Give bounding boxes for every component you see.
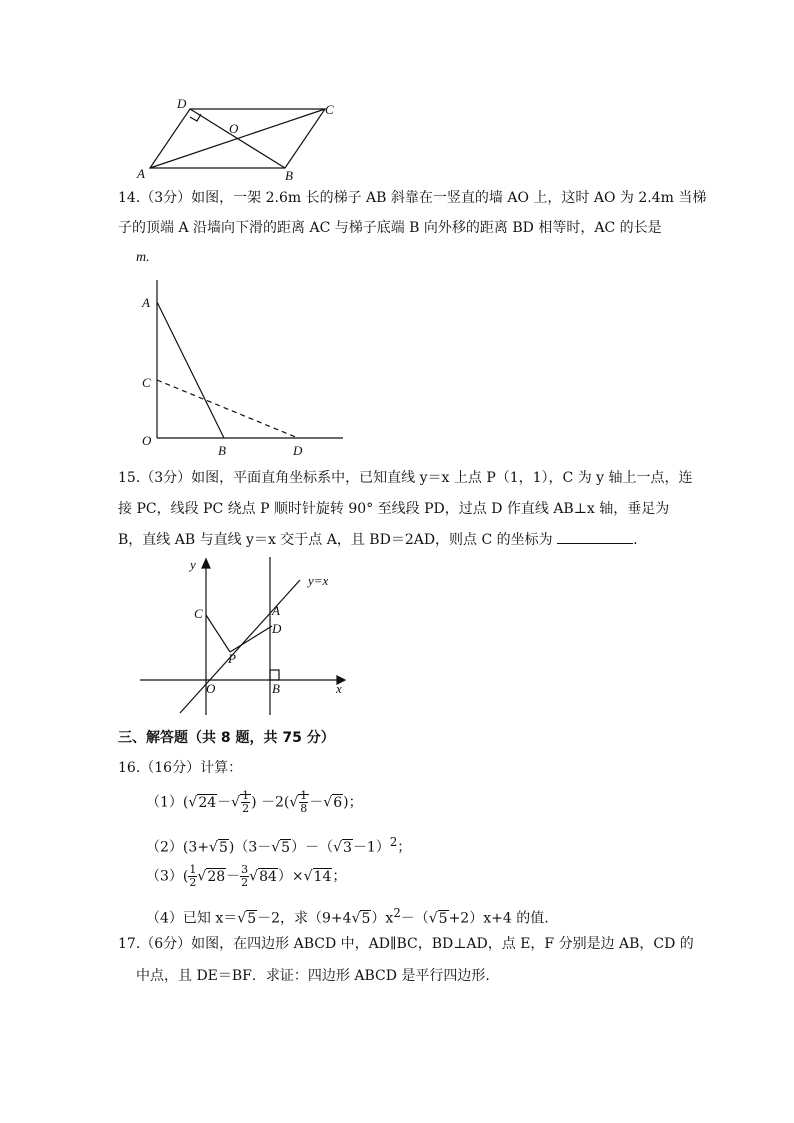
label-x: x	[336, 681, 342, 696]
label-C: C	[194, 606, 203, 621]
diagonal-bd	[190, 109, 285, 168]
label-B: B	[218, 443, 226, 458]
label-B: B	[285, 168, 293, 182]
label-D: D	[272, 621, 282, 636]
right-angle-mark	[270, 670, 279, 680]
segment-pd	[230, 626, 272, 652]
q17-line2: 中点，且 DE＝BF．求证：四边形 ABCD 是平行四边形.	[136, 968, 490, 984]
q15-line3-text: B，直线 AB 与直线 y＝x 交于点 A，且 BD＝2AD，则点 C 的坐标为	[118, 532, 553, 548]
segment-pc	[206, 615, 230, 652]
q16-part4: （4）已知 x＝√5－2，求$(9+4√5)x^2-(√5+2)x+4$ 的值.	[146, 906, 549, 927]
ladder-ab	[157, 302, 224, 438]
label-O: O	[206, 681, 216, 696]
label-O: O	[229, 121, 239, 136]
label-D: D	[177, 96, 187, 111]
label-y-equals-x: y=x	[308, 573, 329, 588]
ladder-cd	[157, 380, 298, 438]
label-A: A	[142, 295, 150, 310]
q16-head: 16.（16分）计算：	[118, 760, 243, 776]
q17-line1: 17.（6分）如图，在四边形 ABCD 中，AD∥BC，BD⊥AD，点 E，F 分别是边 AB，CD 的	[118, 936, 694, 952]
label-P: P	[228, 651, 236, 666]
y-axis-arrow	[202, 559, 210, 568]
q14-line2: 子的顶端 A 沿墙向下滑的距离 AC 与梯子底端 B 向外移的距离 BD 相等时，AC 的长是	[118, 220, 662, 236]
q14-line1: 14.（3分）如图，一架 2.6m 长的梯子 AB 斜靠在一竖直的墙 AO 上，这时 AO 为 2.4m 当梯	[118, 190, 707, 206]
label-C: C	[142, 375, 151, 390]
label-O: O	[142, 433, 152, 448]
ladder-figure	[138, 275, 353, 460]
label-B: B	[272, 681, 280, 696]
q14-line3: m.	[136, 250, 150, 265]
coordinate-figure	[140, 555, 355, 720]
q16-part1: （1）(√24－√ $\frac{1}{2}$ ) －2(√ $\frac{1}{8}$ －√6)；	[146, 789, 363, 815]
label-y: y	[190, 557, 196, 572]
parallelogram-figure	[135, 92, 340, 182]
label-D: D	[293, 443, 303, 458]
q16-part3: （3）( $\frac{1}{2}$ √28－ $\frac{3}{2}$ √84）×√14；	[146, 863, 347, 889]
q15-line2: 接 PC，线段 PC 绕点 P 顺时针旋转 90° 至线段 PD，过点 D 作直线 AB⊥x 轴，垂足为	[118, 501, 670, 517]
answer-blank	[557, 529, 633, 544]
q16-part2: $(2)(3+√5)(3-√5)-(√3-1)^2$；	[146, 835, 412, 856]
section-title: 三、解答题（共 8 题，共 75 分）	[118, 730, 335, 746]
q15-line3-end: .	[633, 532, 638, 548]
q15-line1: 15.（3分）如图，平面直角坐标系中，已知直线 y＝x 上点 P（1，1），C 为 y 轴上一点，连	[118, 470, 693, 486]
label-A: A	[137, 166, 145, 181]
label-C: C	[325, 102, 334, 117]
label-A: A	[272, 603, 280, 618]
q15-line3	[118, 529, 638, 550]
